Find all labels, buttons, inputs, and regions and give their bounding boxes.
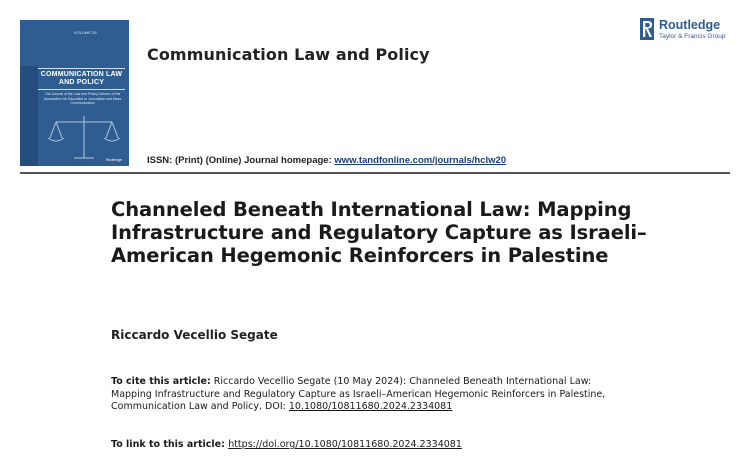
issn-line — [147, 155, 506, 166]
article-author: Riccardo Vecellio Segate — [111, 328, 278, 342]
header-divider — [20, 172, 730, 174]
journal-title: Communication Law and Policy — [147, 45, 430, 64]
cover-publisher-mark: Routledge — [106, 158, 122, 162]
journal-homepage-link[interactable]: www.tandfonline.com/journals/hclw20 — [334, 155, 507, 166]
routledge-r-icon — [640, 18, 654, 40]
cite-label: To cite this article: — [111, 376, 211, 387]
cover-title: COMMUNICATION LAW AND POLICY — [38, 68, 125, 90]
issn-label: ISSN: (Print) (Online) Journal homepage: — [147, 155, 335, 166]
article-link-block — [111, 439, 611, 450]
publisher-logo — [640, 18, 730, 44]
cite-doi-link[interactable]: 10.1080/10811680.2024.2334081 — [288, 401, 453, 412]
cover-side-band — [20, 66, 38, 166]
scales-of-justice-icon — [44, 112, 124, 162]
publisher-tagline: Taylor & Francis Group — [659, 33, 726, 40]
journal-cover-image — [20, 20, 129, 166]
cover-volume: VOLUME 29 — [74, 30, 97, 35]
cover-subtitle: The Journal of the Law and Policy Division of the Association for Education in Journalism and Mass Communication — [43, 92, 122, 105]
article-doi-link[interactable]: https://doi.org/10.1080/10811680.2024.2334081 — [228, 439, 462, 450]
cite-text: Riccardo Vecellio Segate (10 May 2024): Channeled Beneath International Law: Mapping Infrastructure and Regulatory Capture as Israeli–American Hegemonic Reinforcers in Palestine, Communication Law and Policy, DOI: — [111, 376, 606, 412]
citation-block — [111, 376, 611, 414]
link-label: To link to this article: — [111, 439, 229, 450]
article-title: Channeled Beneath International Law: Mapping Infrastructure and Regulatory Capture as Israeli–American Hegemonic Reinforcers in Palestine — [111, 198, 647, 267]
publisher-name: Routledge — [659, 18, 721, 32]
